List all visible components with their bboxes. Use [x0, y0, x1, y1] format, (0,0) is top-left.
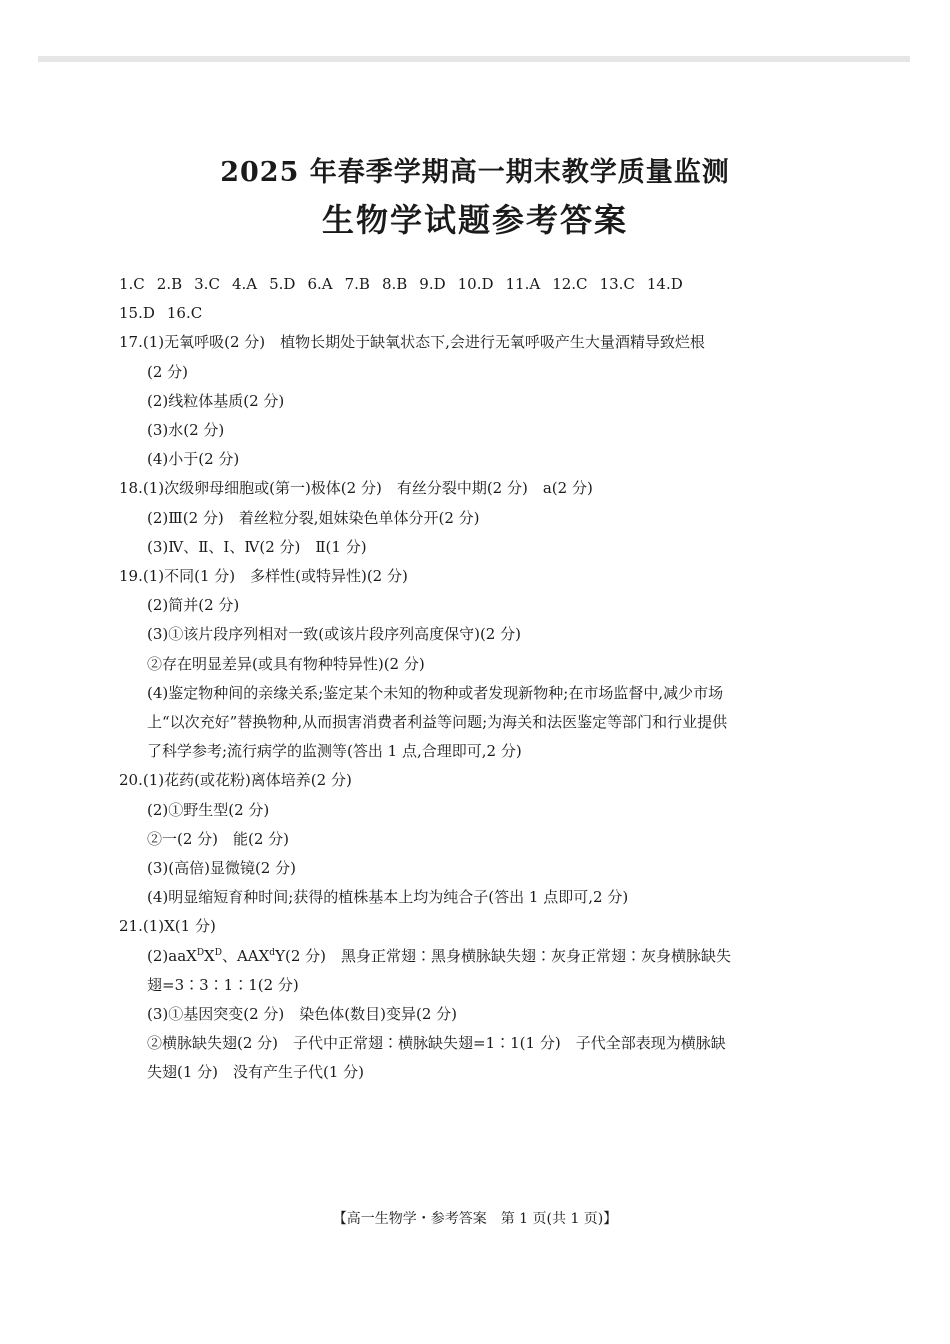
q17-line: 17.(1)无氧呼吸(2 分) 植物长期处于缺氧状态下,会进行无氧呼吸产生大量酒精导致烂根: [119, 333, 705, 352]
q17-line: (4)小于(2 分): [147, 450, 240, 469]
q18-line: (2)Ⅲ(2 分) 着丝粒分裂,姐妹染色单体分开(2 分): [147, 508, 480, 527]
q20-line: (3)(高倍)显微镜(2 分): [147, 859, 296, 878]
mc-answers-row-1: [119, 270, 839, 299]
q19-line: (4)鉴定物种间的亲缘关系;鉴定某个未知的物种或者发现新物种;在市场监督中,减少市场: [147, 683, 724, 702]
mc-answer: 4.A: [231, 275, 258, 293]
mc-answer: 13.C: [599, 275, 635, 293]
q21-text: 、AAX: [221, 946, 270, 965]
q17-line: (2 分): [147, 362, 189, 381]
mc-answer: 7.B: [344, 275, 370, 293]
q20-line: (2)①野生型(2 分): [147, 800, 270, 819]
superscript: d: [269, 947, 276, 958]
q21-line: 翅=3∶3∶1∶1(2 分): [147, 975, 299, 994]
q21-line: (3)①基因突变(2 分) 染色体(数目)变异(2 分): [147, 1005, 457, 1024]
page-footer: 【高一生物学・参考答案 第 1 页(共 1 页)】: [332, 1211, 618, 1227]
q19-line: 了科学参考;流行病学的监测等(答出 1 点,合理即可,2 分): [147, 742, 522, 761]
q21-text: X: [204, 946, 215, 965]
answer-body: [119, 270, 839, 1088]
mc-answer: 16.C: [166, 304, 203, 323]
mc-answer: 8.B: [381, 275, 408, 293]
mc-answer: 12.C: [552, 275, 588, 293]
q17-line: (3)水(2 分): [147, 421, 225, 440]
q18-line: 18.(1)次级卵母细胞或(第一)极体(2 分) 有丝分裂中期(2 分) a(2 分): [119, 479, 593, 498]
q21-text: Y(2 分) 黑身正常翅∶黑身横脉缺失翅∶灰身正常翅∶灰身横脉缺失: [275, 946, 731, 965]
q20-line: 20.(1)花药(或花粉)离体培养(2 分): [119, 771, 352, 790]
mc-answer: 11.A: [505, 275, 541, 293]
mc-answer: 9.D: [419, 275, 446, 293]
q21-line: 21.(1)X(1 分): [119, 917, 216, 936]
mc-answer: 3.C: [194, 275, 220, 293]
mc-answer: 6.A: [307, 275, 333, 293]
q20-line: (4)明显缩短育种时间;获得的植株基本上均为纯合子(答出 1 点即可,2 分): [147, 888, 629, 907]
q21-line: ②横脉缺失翅(2 分) 子代中正常翅∶横脉缺失翅=1∶1(1 分) 子代全部表现为横脉缺: [147, 1034, 726, 1053]
mc-answers-row-2: [119, 299, 839, 328]
mc-answer: 14.D: [646, 275, 683, 293]
exam-title: 2025 年春季学期高一期末教学质量监测: [220, 157, 730, 188]
mc-answer: 15.D: [119, 304, 155, 323]
q19-line: 19.(1)不同(1 分) 多样性(或特异性)(2 分): [119, 567, 408, 586]
q21-genotype-line: [119, 942, 839, 971]
mc-answer: 5.D: [269, 275, 296, 293]
q19-line: (2)简并(2 分): [147, 596, 240, 615]
q19-line: ②存在明显差异(或具有物种特异性)(2 分): [147, 654, 425, 673]
top-rule: [38, 56, 910, 62]
q19-line: 上“以次充好”替换物种,从而损害消费者利益等问题;为海关和法医鉴定等部门和行业提供: [147, 713, 728, 732]
mc-answer: 10.D: [457, 275, 494, 293]
superscript: D: [196, 947, 205, 958]
q19-line: (3)①该片段序列相对一致(或该片段序列高度保守)(2 分): [147, 625, 521, 644]
q20-line: ②一(2 分) 能(2 分): [147, 829, 290, 848]
mc-answer: 1.C: [119, 275, 145, 293]
superscript: D: [214, 947, 222, 958]
mc-answer: 2.B: [156, 275, 183, 293]
q17-line: (2)线粒体基质(2 分): [147, 391, 285, 410]
q18-line: (3)Ⅳ、Ⅱ、Ⅰ、Ⅳ(2 分) Ⅱ(1 分): [147, 537, 367, 556]
q21-line: 失翅(1 分) 没有产生子代(1 分): [147, 1063, 365, 1082]
q21-text: (2)aaX: [147, 946, 197, 965]
answer-key-title: 生物学试题参考答案: [321, 201, 628, 239]
